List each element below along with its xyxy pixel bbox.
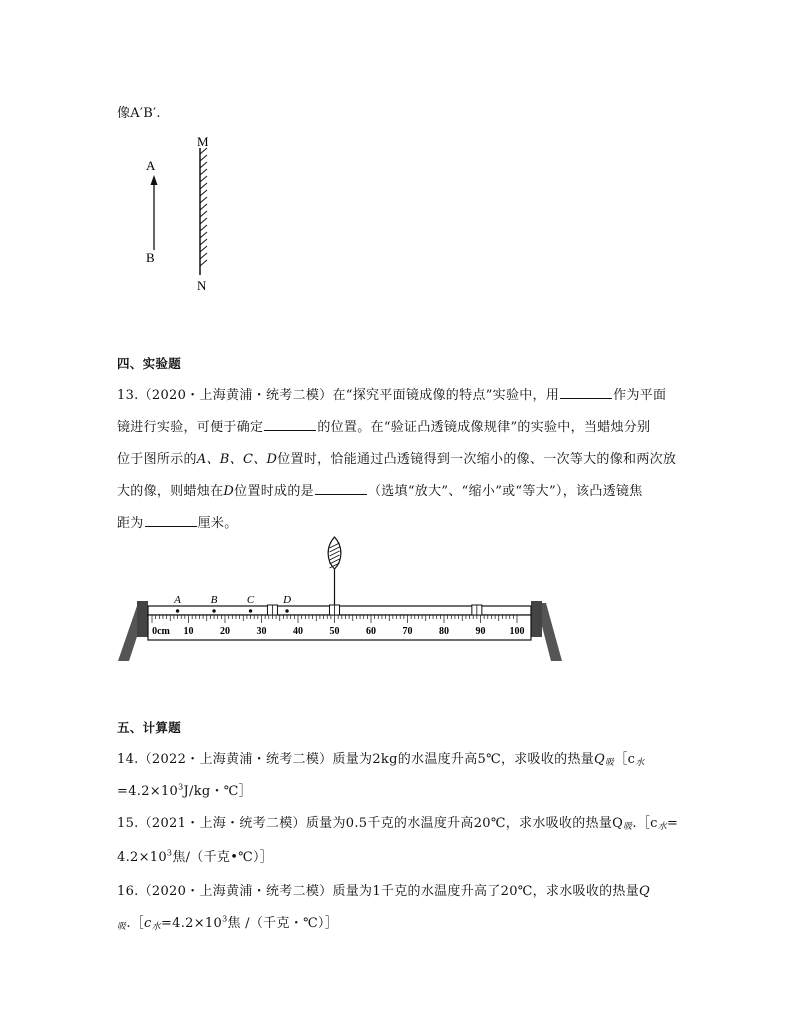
q13-line2: 镜进行实验，可便于确定 的位置。在“验证凸透镜成像规律”的实验中，当蜡烛分别: [117, 420, 651, 435]
scale-label: 0cm: [152, 626, 170, 637]
point-label-b: B: [210, 594, 218, 606]
point-dot-a: [176, 609, 179, 612]
hatch-line: [200, 162, 207, 168]
section5-heading: 五、计算题: [117, 720, 182, 735]
flame-stroke: [330, 551, 340, 556]
hatch-line: [200, 232, 207, 238]
hatch-line: [200, 239, 207, 245]
hatch-line: [200, 155, 207, 161]
q16-line1: 16.（2020・上海黄浦・统考二模）质量为1千克的水温度升高了20℃，求水吸收的热量Q: [117, 884, 650, 899]
q13-blank-1[interactable]: [560, 386, 612, 399]
scale-label: 80: [439, 626, 449, 637]
candle-flame: [328, 537, 341, 569]
hatch-line: [200, 204, 207, 210]
hatch-line: [200, 190, 207, 196]
flame-stroke: [330, 555, 340, 560]
label-a: A: [146, 158, 156, 173]
scale-label: 70: [402, 626, 413, 637]
point-label-c: C: [246, 594, 255, 606]
q14-line1: 14.（2022・上海黄浦・统考二模）质量为2kg的水温度升高5℃，求吸收的热量$Q_吸[c_水$: [117, 752, 645, 768]
hatch-line: [200, 218, 207, 224]
candle: [328, 537, 341, 615]
label-n: N: [197, 278, 207, 293]
q13-blank-2[interactable]: [264, 418, 316, 431]
top-text: 像A′B′.: [117, 106, 161, 121]
scale-label: 10: [183, 626, 194, 637]
mirror-hatching: [200, 148, 207, 266]
q13-line4: 大的像，则蜡烛在D位置时成的是 （选填“放大”、“缩小”或“等大”），该凸透镜焦: [117, 484, 643, 499]
q15-line1: 15.（2021・上海・统考二模）质量为0.5千克的水温度升高20℃，求水吸收的热量$Q_吸.[c_水=$: [117, 816, 679, 832]
right-post: [531, 601, 542, 637]
point-dot-b: [212, 609, 215, 612]
hatch-line: [200, 253, 207, 259]
hatch-line: [200, 197, 207, 203]
q14-line2: $=4.2\times 10^3J/kg$・℃］: [117, 782, 252, 799]
left-post: [137, 601, 148, 637]
point-label-d: D: [283, 594, 292, 606]
scale-label: 20: [220, 626, 230, 637]
scale-label: 90: [475, 626, 486, 637]
hatch-line: [200, 260, 207, 266]
q13-line3: 位于图所示的A、B、C、D位置时，恰能通过凸透镜得到一次缩小的像、一次等大的像和两次放: [117, 452, 677, 467]
point-dot-d: [285, 609, 288, 612]
q13-line1: 13.（2020・上海黄浦・统考二模）在“探究平面镜成像的特点”实验中，用 作为平面: [117, 388, 667, 403]
label-m: M: [197, 134, 209, 149]
q16-line2: $_吸.[c_水=4.2\times 10^3$焦 /（千克・℃）］: [117, 914, 339, 932]
scale-label: 40: [293, 626, 303, 637]
q13-blank-4[interactable]: [145, 514, 197, 527]
scale-label: 100: [509, 626, 525, 637]
hatch-line: [200, 225, 207, 231]
scale-label: 50: [329, 626, 340, 637]
scale-label: 60: [366, 626, 376, 637]
hatch-line: [200, 176, 207, 182]
object-arrow-head: [151, 175, 158, 185]
hatch-line: [200, 169, 207, 175]
hatch-line: [200, 246, 207, 252]
flame-stroke: [330, 543, 340, 548]
hatch-line: [200, 211, 207, 217]
q13-blank-3[interactable]: [315, 482, 367, 495]
q15-line2: $4.2\times 10^3$焦/（千克•℃）］: [117, 848, 274, 865]
label-b: B: [146, 250, 155, 265]
mirror-figure: [135, 130, 230, 295]
point-label-a: A: [174, 594, 181, 606]
hatch-line: [200, 183, 207, 189]
section4-heading: 四、实验题: [117, 356, 182, 371]
q13-line5: 距为 厘米。: [117, 516, 238, 531]
flame-stroke: [330, 547, 340, 552]
point-dot-c: [249, 609, 252, 612]
optical-bench-figure: [112, 535, 572, 665]
scale-label: 30: [256, 626, 267, 637]
